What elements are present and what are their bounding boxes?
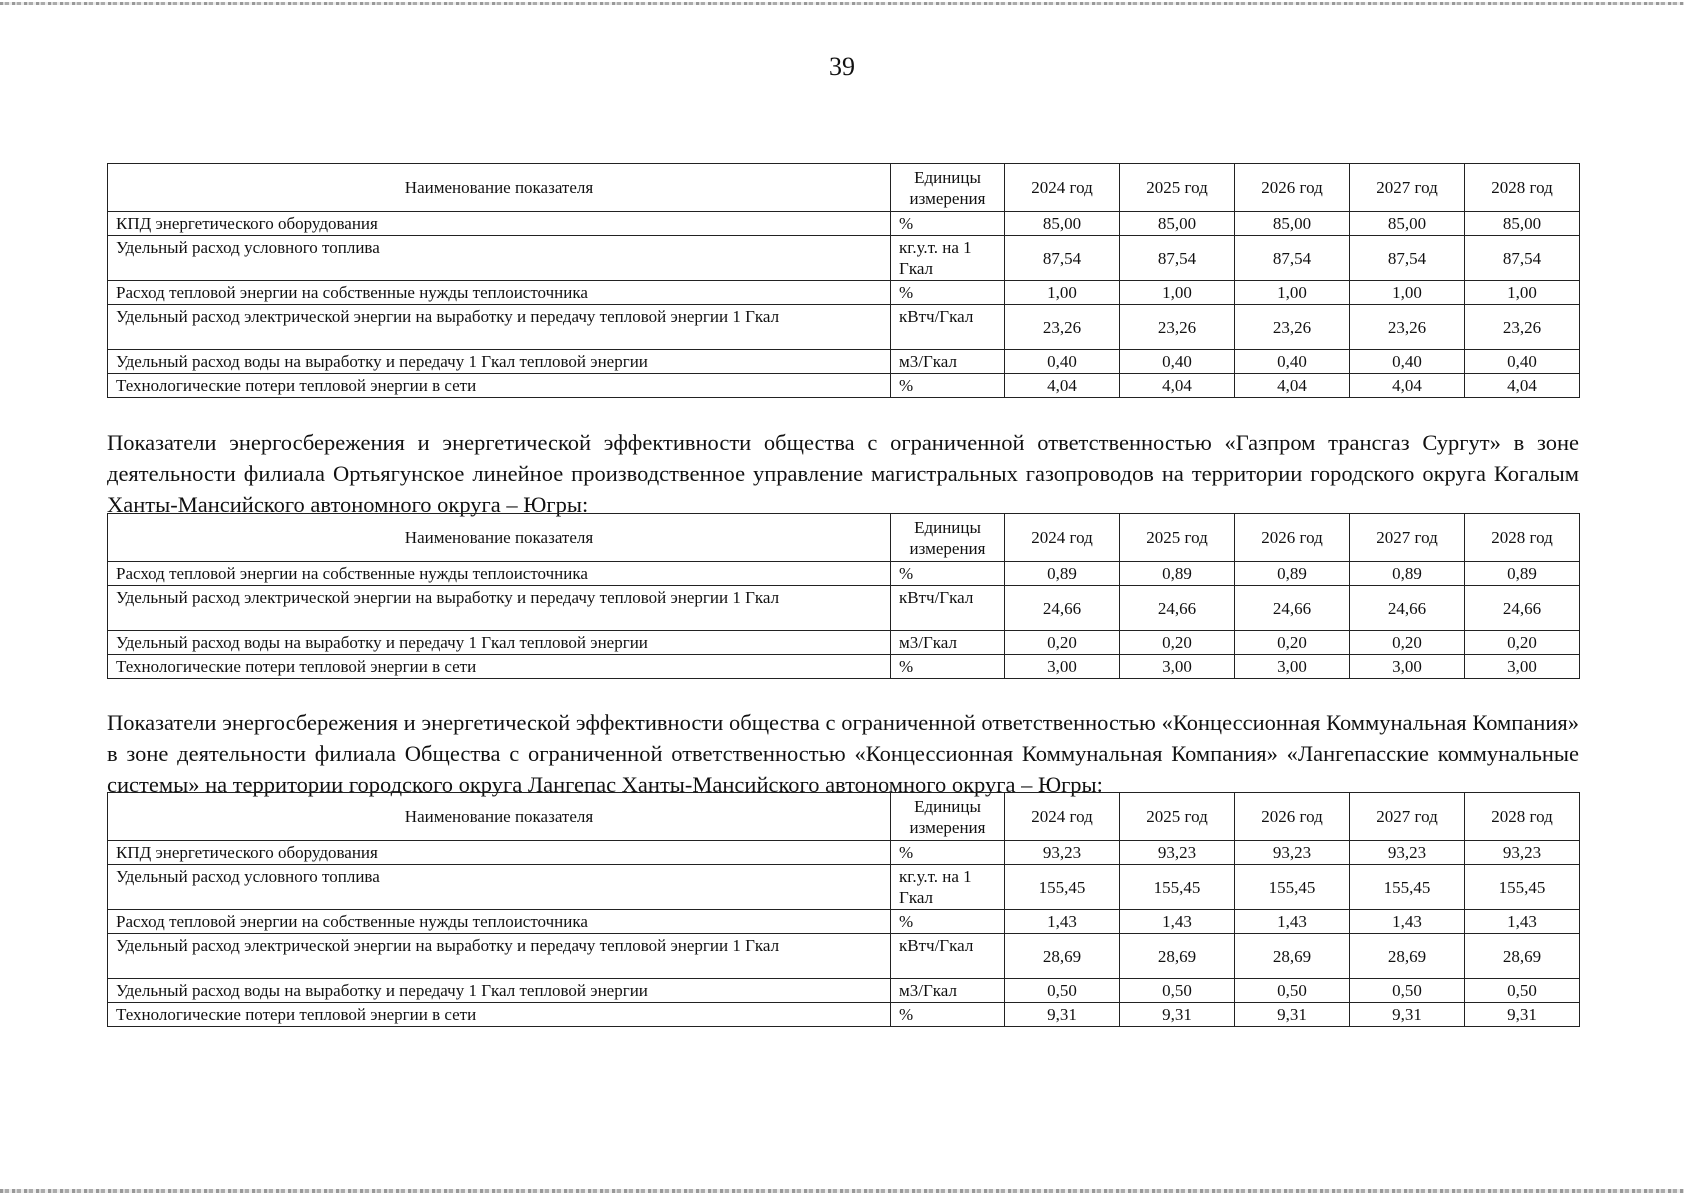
indicator-value: 0,89: [1350, 562, 1465, 586]
scan-edge-top: [0, 2, 1684, 5]
indicator-value: 4,04: [1120, 374, 1235, 398]
column-header-year: 2025 год: [1120, 793, 1235, 841]
table-row: [108, 934, 1580, 979]
indicator-value: 0,20: [1465, 631, 1580, 655]
table-row: [108, 586, 1580, 631]
table-row: [108, 236, 1580, 281]
column-header-unit-line2: измерения: [909, 188, 986, 208]
indicator-value: 4,04: [1005, 374, 1120, 398]
indicator-value: 28,69: [1465, 934, 1580, 979]
indicator-unit: %: [891, 562, 1005, 586]
indicator-value: 87,54: [1350, 236, 1465, 281]
column-header-unit: [891, 793, 1005, 841]
indicator-value: 93,23: [1465, 841, 1580, 865]
indicator-value: 23,26: [1465, 305, 1580, 350]
column-header-year: 2025 год: [1120, 514, 1235, 562]
header-row: [108, 164, 1580, 212]
indicator-value: 85,00: [1005, 212, 1120, 236]
indicator-name: Расход тепловой энергии на собственные нужды теплоисточника: [108, 562, 891, 586]
indicator-value: 87,54: [1235, 236, 1350, 281]
indicator-value: 0,40: [1005, 350, 1120, 374]
column-header-year: 2025 год: [1120, 164, 1235, 212]
table-row: [108, 350, 1580, 374]
indicator-value: 28,69: [1005, 934, 1120, 979]
indicator-unit: кВтч/Гкал: [891, 934, 1005, 979]
column-header-name: Наименование показателя: [108, 164, 891, 212]
indicator-value: 0,50: [1005, 979, 1120, 1003]
indicator-value: 28,69: [1235, 934, 1350, 979]
indicator-value: 0,50: [1350, 979, 1465, 1003]
indicator-value: 0,89: [1235, 562, 1350, 586]
indicator-value: 155,45: [1235, 865, 1350, 910]
indicator-name: Технологические потери тепловой энергии в сети: [108, 374, 891, 398]
indicator-unit: %: [891, 841, 1005, 865]
indicator-name: Удельный расход условного топлива: [108, 236, 891, 281]
indicator-value: 0,20: [1120, 631, 1235, 655]
indicators-table-2: [107, 513, 1580, 679]
indicator-name: Расход тепловой энергии на собственные нужды теплоисточника: [108, 910, 891, 934]
column-header-year: 2028 год: [1465, 514, 1580, 562]
column-header-unit-line2: измерения: [909, 538, 986, 558]
indicator-value: 93,23: [1235, 841, 1350, 865]
indicator-name: Технологические потери тепловой энергии в сети: [108, 1003, 891, 1027]
indicator-value: 3,00: [1465, 655, 1580, 679]
indicator-value: 1,00: [1120, 281, 1235, 305]
indicator-unit: кг.у.т. на 1 Гкал: [891, 236, 1005, 281]
scan-edge-bottom: [0, 1189, 1684, 1193]
indicator-value: 3,00: [1235, 655, 1350, 679]
indicator-value: 23,26: [1005, 305, 1120, 350]
table-row: [108, 305, 1580, 350]
indicator-value: 1,43: [1465, 910, 1580, 934]
indicator-value: 85,00: [1350, 212, 1465, 236]
column-header-unit: [891, 514, 1005, 562]
indicator-name: Удельный расход электрической энергии на выработку и передачу тепловой энергии 1 Гкал: [108, 305, 891, 350]
column-header-name: Наименование показателя: [108, 793, 891, 841]
indicator-value: 0,50: [1120, 979, 1235, 1003]
indicator-value: 93,23: [1120, 841, 1235, 865]
indicator-value: 1,00: [1235, 281, 1350, 305]
table-row: [108, 281, 1580, 305]
indicator-unit: м3/Гкал: [891, 350, 1005, 374]
indicator-value: 0,20: [1350, 631, 1465, 655]
column-header-year: 2028 год: [1465, 164, 1580, 212]
indicator-unit: %: [891, 1003, 1005, 1027]
table-row: [108, 655, 1580, 679]
section-paragraph-gazprom: Показатели энергосбережения и энергетической эффективности общества с ограниченной ответственностью «Газпром трансгаз Сургут» в зоне деятельности филиала Ортьягунское линейное производственное управление магистральных газопроводов на территории городского округа Когалым Ханты-Мансийского автономного округа – Югры:: [107, 430, 1579, 517]
column-header-year: 2028 год: [1465, 793, 1580, 841]
indicator-value: 0,50: [1235, 979, 1350, 1003]
column-header-year: 2026 год: [1235, 164, 1350, 212]
indicator-value: 9,31: [1350, 1003, 1465, 1027]
column-header-year: 2026 год: [1235, 793, 1350, 841]
indicator-name: Удельный расход воды на выработку и передачу 1 Гкал тепловой энергии: [108, 631, 891, 655]
indicator-value: 0,89: [1005, 562, 1120, 586]
table-row: [108, 631, 1580, 655]
section-paragraph-kkk: Показатели энергосбережения и энергетической эффективности общества с ограниченной ответственностью «Концессионная Коммунальная Компания» в зоне деятельности филиала Общества с ограниченной ответственностью «Концессионная Коммунальная Компания» «Лангепасские коммунальные системы» на территории городского округа Лангепас Ханты-Мансийского автономного округа – Югры:: [107, 710, 1579, 797]
indicator-name: Расход тепловой энергии на собственные нужды теплоисточника: [108, 281, 891, 305]
indicator-value: 24,66: [1465, 586, 1580, 631]
indicator-value: 23,26: [1235, 305, 1350, 350]
column-header-unit: [891, 164, 1005, 212]
indicator-unit: кВтч/Гкал: [891, 586, 1005, 631]
column-header-year: 2027 год: [1350, 164, 1465, 212]
table-row: [108, 910, 1580, 934]
indicator-value: 9,31: [1235, 1003, 1350, 1027]
header-row: [108, 514, 1580, 562]
indicator-value: 1,43: [1235, 910, 1350, 934]
indicator-value: 28,69: [1350, 934, 1465, 979]
indicator-value: 1,43: [1350, 910, 1465, 934]
column-header-unit-line1: Единицы: [914, 167, 981, 187]
indicator-value: 155,45: [1350, 865, 1465, 910]
indicator-value: 24,66: [1350, 586, 1465, 631]
indicator-value: 3,00: [1005, 655, 1120, 679]
indicator-value: 93,23: [1350, 841, 1465, 865]
indicator-value: 24,66: [1120, 586, 1235, 631]
column-header-year: 2024 год: [1005, 164, 1120, 212]
indicator-name: Удельный расход воды на выработку и передачу 1 Гкал тепловой энергии: [108, 979, 891, 1003]
indicator-unit: м3/Гкал: [891, 979, 1005, 1003]
table-row: [108, 865, 1580, 910]
table-row: [108, 979, 1580, 1003]
indicator-value: 87,54: [1005, 236, 1120, 281]
indicator-value: 85,00: [1120, 212, 1235, 236]
indicator-name: КПД энергетического оборудования: [108, 212, 891, 236]
column-header-year: 2027 год: [1350, 793, 1465, 841]
indicator-value: 87,54: [1120, 236, 1235, 281]
indicator-name: Удельный расход электрической энергии на выработку и передачу тепловой энергии 1 Гкал: [108, 934, 891, 979]
indicator-unit: %: [891, 374, 1005, 398]
indicator-value: 3,00: [1120, 655, 1235, 679]
indicator-name: Удельный расход условного топлива: [108, 865, 891, 910]
page-number: 39: [829, 52, 855, 81]
indicator-unit: %: [891, 910, 1005, 934]
indicator-value: 4,04: [1350, 374, 1465, 398]
indicator-value: 85,00: [1465, 212, 1580, 236]
indicator-name: Технологические потери тепловой энергии в сети: [108, 655, 891, 679]
indicator-value: 9,31: [1120, 1003, 1235, 1027]
indicator-value: 1,00: [1005, 281, 1120, 305]
column-header-year: 2026 год: [1235, 514, 1350, 562]
column-header-year: 2024 год: [1005, 793, 1120, 841]
indicator-unit: м3/Гкал: [891, 631, 1005, 655]
indicator-unit: кг.у.т. на 1 Гкал: [891, 865, 1005, 910]
indicator-value: 24,66: [1005, 586, 1120, 631]
table-row: [108, 1003, 1580, 1027]
indicator-value: 0,89: [1465, 562, 1580, 586]
column-header-unit-line1: Единицы: [914, 517, 981, 537]
indicator-name: Удельный расход электрической энергии на выработку и передачу тепловой энергии 1 Гкал: [108, 586, 891, 631]
indicator-value: 4,04: [1465, 374, 1580, 398]
indicator-value: 155,45: [1120, 865, 1235, 910]
indicator-value: 0,40: [1350, 350, 1465, 374]
indicators-table-1: [107, 163, 1580, 398]
indicator-value: 155,45: [1465, 865, 1580, 910]
column-header-unit-line1: Единицы: [914, 796, 981, 816]
indicator-unit: %: [891, 281, 1005, 305]
indicator-value: 3,00: [1350, 655, 1465, 679]
indicator-value: 87,54: [1465, 236, 1580, 281]
column-header-year: 2024 год: [1005, 514, 1120, 562]
table-row: [108, 841, 1580, 865]
table-row: [108, 374, 1580, 398]
indicator-name: КПД энергетического оборудования: [108, 841, 891, 865]
indicator-unit: кВтч/Гкал: [891, 305, 1005, 350]
indicator-value: 1,00: [1465, 281, 1580, 305]
indicator-value: 4,04: [1235, 374, 1350, 398]
column-header-year: 2027 год: [1350, 514, 1465, 562]
column-header-unit-line2: измерения: [909, 817, 986, 837]
indicator-value: 0,20: [1005, 631, 1120, 655]
indicator-value: 0,20: [1235, 631, 1350, 655]
indicator-value: 155,45: [1005, 865, 1120, 910]
indicator-value: 85,00: [1235, 212, 1350, 236]
indicator-value: 1,43: [1120, 910, 1235, 934]
table-row: [108, 212, 1580, 236]
indicators-table-3: [107, 792, 1580, 1027]
column-header-name: Наименование показателя: [108, 514, 891, 562]
indicator-value: 23,26: [1350, 305, 1465, 350]
indicator-unit: %: [891, 212, 1005, 236]
indicator-value: 23,26: [1120, 305, 1235, 350]
table-row: [108, 562, 1580, 586]
indicator-name: Удельный расход воды на выработку и передачу 1 Гкал тепловой энергии: [108, 350, 891, 374]
indicator-value: 1,00: [1350, 281, 1465, 305]
indicator-value: 28,69: [1120, 934, 1235, 979]
indicator-value: 0,40: [1120, 350, 1235, 374]
indicator-value: 9,31: [1465, 1003, 1580, 1027]
indicator-value: 0,89: [1120, 562, 1235, 586]
indicator-unit: %: [891, 655, 1005, 679]
indicator-value: 93,23: [1005, 841, 1120, 865]
indicator-value: 0,40: [1235, 350, 1350, 374]
indicator-value: 1,43: [1005, 910, 1120, 934]
indicator-value: 0,40: [1465, 350, 1580, 374]
indicator-value: 0,50: [1465, 979, 1580, 1003]
header-row: [108, 793, 1580, 841]
indicator-value: 24,66: [1235, 586, 1350, 631]
indicator-value: 9,31: [1005, 1003, 1120, 1027]
